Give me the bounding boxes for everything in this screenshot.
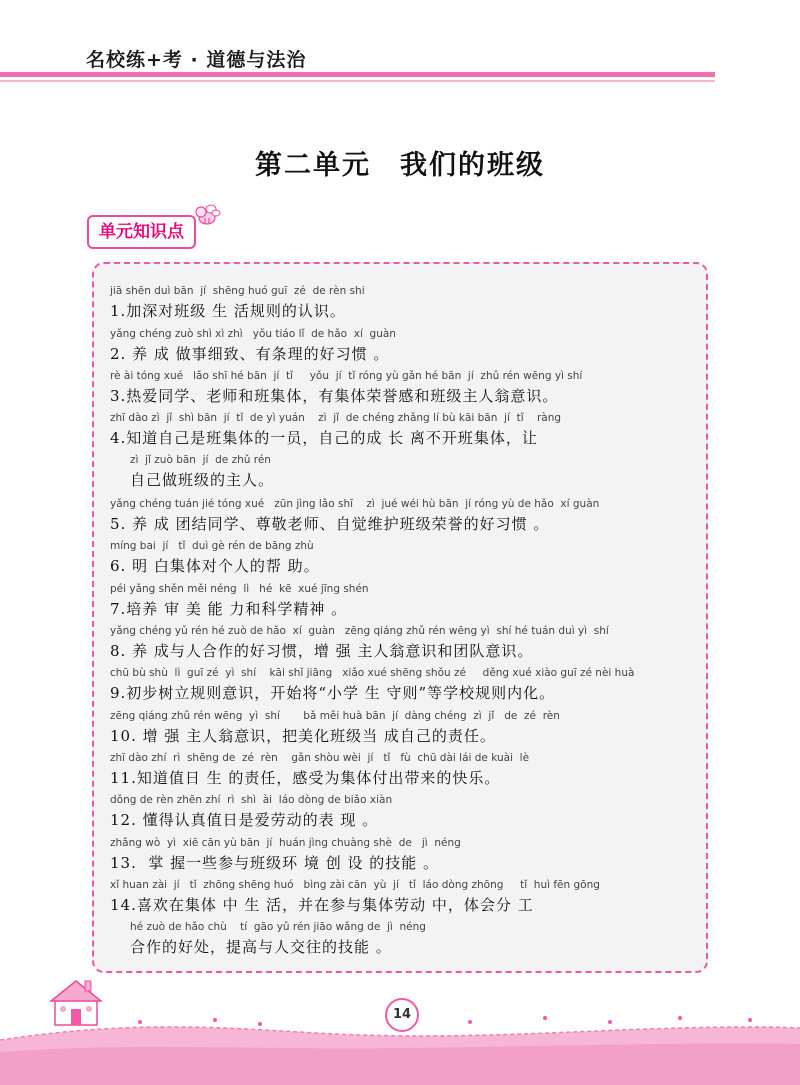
knowledge-item-5 — [110, 497, 599, 534]
bee-icon — [191, 200, 221, 230]
knowledge-item-11 — [110, 751, 529, 788]
text-line: 5. 养 成 团结同学、尊敬老师、自觉维护班级荣誉的好习惯 。 — [110, 515, 550, 533]
text-line: 8. 养 成与人合作的好习惯，增 强 主人翁意识和团队意识。 — [110, 642, 534, 660]
knowledge-item-10 — [110, 709, 560, 746]
text-line: 7.培养 审 美 能 力和科学精神 。 — [110, 600, 348, 618]
pinyin-line: zì jǐ zuò bān jí de zhǔ rén — [130, 454, 271, 466]
pinyin-line: péi yǎng shěn měi néng lì hé kē xué jīng shén — [110, 583, 369, 595]
pinyin-line: yǎng chéng tuán jié tóng xué zūn jìng lǎo shī zì jué wéi hù bān jí róng yù de hǎo xí guàn — [110, 498, 600, 510]
text-line: 6. 明 白集体对个人的帮 助。 — [110, 557, 320, 575]
knowledge-item-12 — [110, 793, 392, 830]
pinyin-line: chū bù shù lì guī zé yì shí kāi shǐ jiāng xiǎo xué shēng shǒu zé děng xué xiào guī zé nèi huà — [110, 667, 635, 679]
house-icon — [47, 975, 105, 1030]
knowledge-item-13 — [110, 836, 461, 873]
text-line: 11.知道值日 生 的责任，感受为集体付出带来的快乐。 — [110, 769, 501, 787]
knowledge-item-14 — [110, 878, 600, 957]
text-line: 14.喜欢在集体 中 生 活，并在参与集体劳动 中，体会分 工 — [110, 896, 534, 914]
text-line: 1.加深对班级 生 活规则的认识。 — [110, 302, 346, 320]
pinyin-line: rè ài tóng xué lǎo shī hé bān jí tǐ yǒu jí tǐ róng yù gǎn hé bān jí zhǔ rén wēng yì shí — [110, 370, 583, 382]
knowledge-item-1 — [110, 284, 365, 321]
header-title: 名校练+考 · 道德与法治 — [86, 49, 307, 71]
header-divider — [0, 80, 715, 82]
pinyin-line: zēng qiáng zhǔ rén wēng yì shí bǎ měi huà bān jí dàng chéng zì jǐ de zé rèn — [110, 710, 560, 722]
pinyin-line: zhī dào zì jǐ shì bān jí tǐ de yì yuán zì jǐ de chéng zhǎng lí bù kāi bān jí tǐ ràng — [110, 412, 562, 424]
pinyin-line: yǎng chéng zuò shì xì zhì yǒu tiáo lǐ de hǎo xí guàn — [110, 328, 396, 340]
text-line: 12. 懂得认真值日是爱劳动的表 现 。 — [110, 811, 379, 829]
text-line: 合作的好处，提高与人交往的技能 。 — [130, 938, 392, 956]
text-line: 13. 掌 握一些参与班级环 境 创 设 的技能 。 — [110, 854, 440, 872]
knowledge-item-7 — [110, 582, 369, 619]
text-line: 2. 养 成 做事细致、有条理的好习惯 。 — [110, 345, 390, 363]
pinyin-line: hé zuò de hǎo chù tí gāo yǔ rén jiāo wǎng de jì néng — [130, 921, 426, 933]
knowledge-item-2 — [110, 327, 396, 364]
knowledge-item-9 — [110, 666, 634, 703]
text-line: 9.初步树立规则意识，开始将“小学 生 守则”等学校规则内化。 — [110, 684, 556, 702]
text-line: 4.知道自己是班集体的一员，自己的成 长 离不开班集体，让 — [110, 429, 538, 447]
pinyin-line: míng bai jí tǐ duì gè rén de bāng zhù — [110, 540, 314, 552]
unit-title: 第二单元 我们的班级 — [255, 150, 545, 181]
page-number: 14 — [385, 998, 419, 1032]
text-line: 10. 增 强 主人翁意识，把美化班级当 成自己的责任。 — [110, 727, 496, 745]
section-badge: 单元知识点 — [87, 215, 196, 249]
text-line: 自己做班级的主人。 — [130, 471, 275, 489]
pinyin-line: zhī dào zhí rì shēng de zé rèn gǎn shòu wèi jí tǐ fù chū dài lái de kuài lè — [110, 752, 530, 764]
knowledge-item-8 — [110, 624, 609, 661]
knowledge-item-6 — [110, 539, 320, 576]
pinyin-line: zhǎng wò yì xiē cān yù bān jí huán jìng chuàng shè de jì néng — [110, 837, 461, 849]
pinyin-line: yǎng chéng yǔ rén hé zuò de hǎo xí guàn zēng qiáng zhǔ rén wēng yì shí hé tuán duì yì shí — [110, 625, 609, 637]
pinyin-line: dǒng de rèn zhēn zhí rì shì ài láo dòng de biǎo xiàn — [110, 794, 393, 806]
pinyin-line: xǐ huan zài jí tǐ zhōng shēng huó bìng zài cān yù jí tǐ láo dòng zhōng tǐ huì fēn gōng — [110, 879, 600, 891]
text-line: 3.热爱同学、老师和班集体，有集体荣誉感和班级主人翁意识。 — [110, 387, 559, 405]
header-band — [0, 72, 715, 77]
knowledge-item-3 — [110, 369, 582, 406]
pinyin-line: jiā shēn duì bān jí shēng huó guī zé de rèn shi — [110, 285, 365, 297]
knowledge-item-4 — [110, 411, 561, 490]
